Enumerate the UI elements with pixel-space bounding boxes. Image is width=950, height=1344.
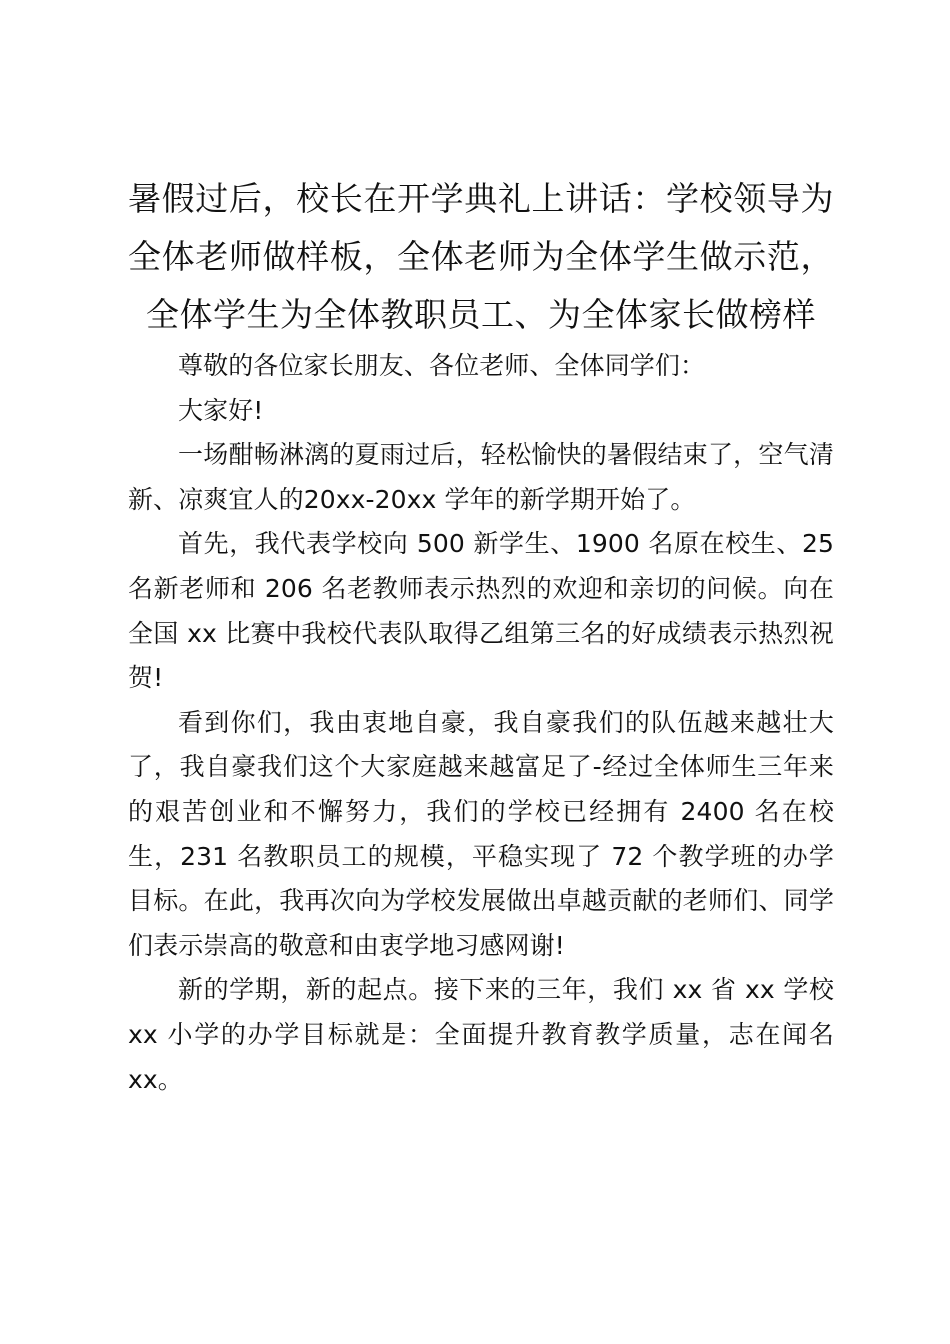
- document-page: [128, 170, 834, 1102]
- body-paragraph: 新的学期，新的起点。接下来的三年，我们 xx 省 xx 学校 xx 小学的办学目标就是：全面提升教育教学质量，志在闻名 xx。: [128, 975, 834, 1094]
- greeting-salutation: 尊敬的各位家长朋友、各位老师、全体同学们：: [178, 351, 706, 380]
- body-paragraph: 首先，我代表学校向 500 新学生、1900 名原在校生、25 名新老师和 206 名老教师表示热烈的欢迎和亲切的问候。向在全国 xx 比赛中我校代表队取得乙组第三名的好成绩表示热烈祝贺!: [128, 529, 834, 693]
- greeting-hello: 大家好!: [178, 395, 264, 425]
- body-paragraph: 看到你们，我由衷地自豪，我自豪我们的队伍越来越壮大了，我自豪我们这个大家庭越来越富足了-经过全体师生三年来的艰苦创业和不懈努力，我们的学校已经拥有 2400 名在校生，231 名教职员工的规模，平稳实现了 72 个教学班的办学目标。在此，我再次向为学校发展做出卓越贡献的老师们、同学们表示崇高的敬意和由衷学地习感网谢!: [128, 707, 834, 960]
- document-body: [128, 344, 834, 1102]
- document-title: 暑假过后，校长在开学典礼上讲话：学校领导为全体老师做样板，全体老师为全体学生做示范，全体学生为全体教职员工、为全体家长做榜样: [128, 179, 834, 334]
- body-paragraph: 一场酣畅淋漓的夏雨过后，轻松愉快的暑假结束了，空气清新、凉爽宜人的20xx-20xx 学年的新学期开始了。: [128, 440, 834, 514]
